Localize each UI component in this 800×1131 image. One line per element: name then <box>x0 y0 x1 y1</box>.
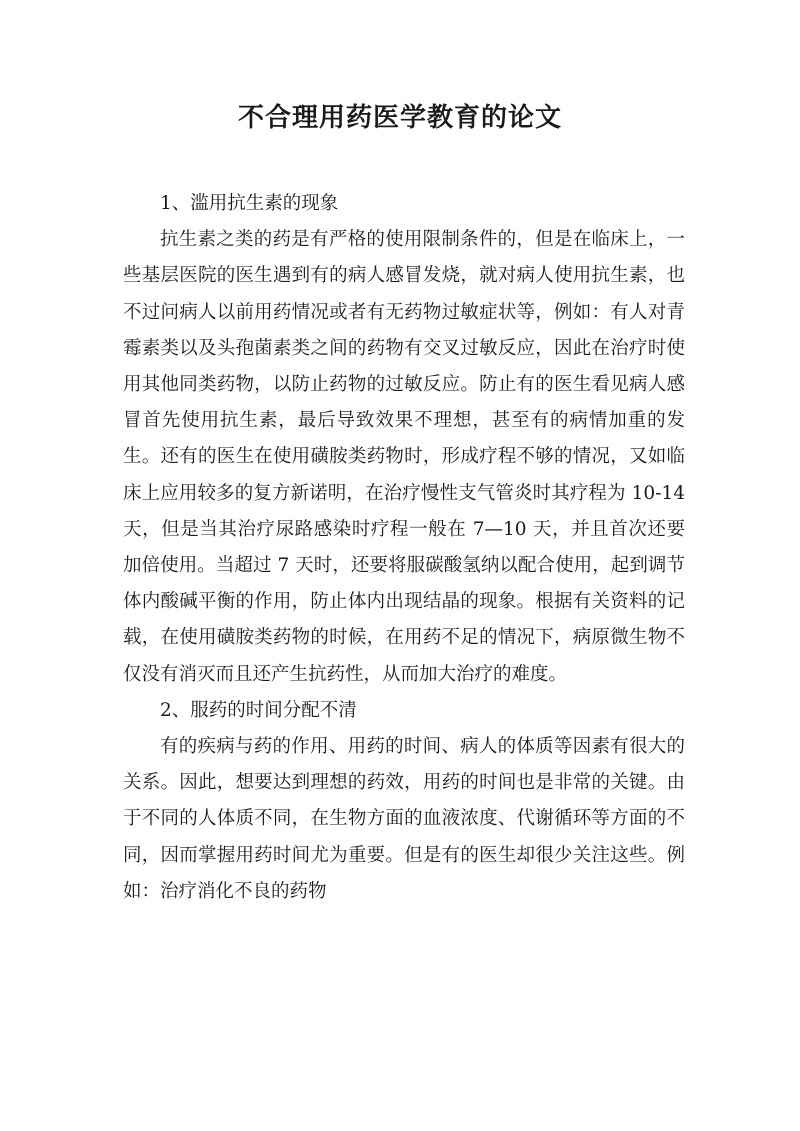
document-title: 不合理用药医学教育的论文 <box>237 103 562 133</box>
body-paragraph-2: 有的疾病与药的作用、用药的时间、病人的体质等因素有很大的关系。因此，想要达到理想的药效，用药的时间也是非常的关键。由于不同的人体质不同，在生物方面的血液浓度、代谢循环等方面的不同，因而掌握用药时间尤为重要。但是有的医生却很少关注这些。例如：治疗消化不良的药物 <box>123 736 685 902</box>
section-heading-1: 1、滥用抗生素的现象 <box>160 193 339 214</box>
document-body <box>123 186 685 910</box>
body-paragraph-1: 抗生素之类的药是有严格的使用限制条件的，但是在临床上，一些基层医院的医生遇到有的病人感冒发烧，就对病人使用抗生素，也不过问病人以前用药情况或者有无药物过敏症状等，例如：有人对青霉素类以及头孢菌素类之间的药物有交叉过敏反应，因此在治疗时使用其他同类药物，以防止药物的过敏反应。防止有的医生看见病人感冒首先使用抗生素，最后导致效果不理想，甚至有的病情加重的发生。还有的医生在使用磺胺类药物时，形成疗程不够的情况，又如临床上应用较多的复方新诺明，在治疗慢性支气管炎时其疗程为 10-14 天，但是当其治疗尿路感染时疗程一般在 7—10 天，并且首次还要加倍使用。当超过 7 天时，还要将服碳酸氢纳以配合使用，起到调节体内酸碱平衡的作用，防止体内出现结晶的现象。根据有关资料的记载，在使用磺胺类药物的时候，在用药不足的情况下，病原微生物不仅没有消灭而且还产生抗药性，从而加大治疗的难度。 <box>123 229 685 685</box>
section-heading-2: 2、服药的时间分配不清 <box>160 699 357 721</box>
